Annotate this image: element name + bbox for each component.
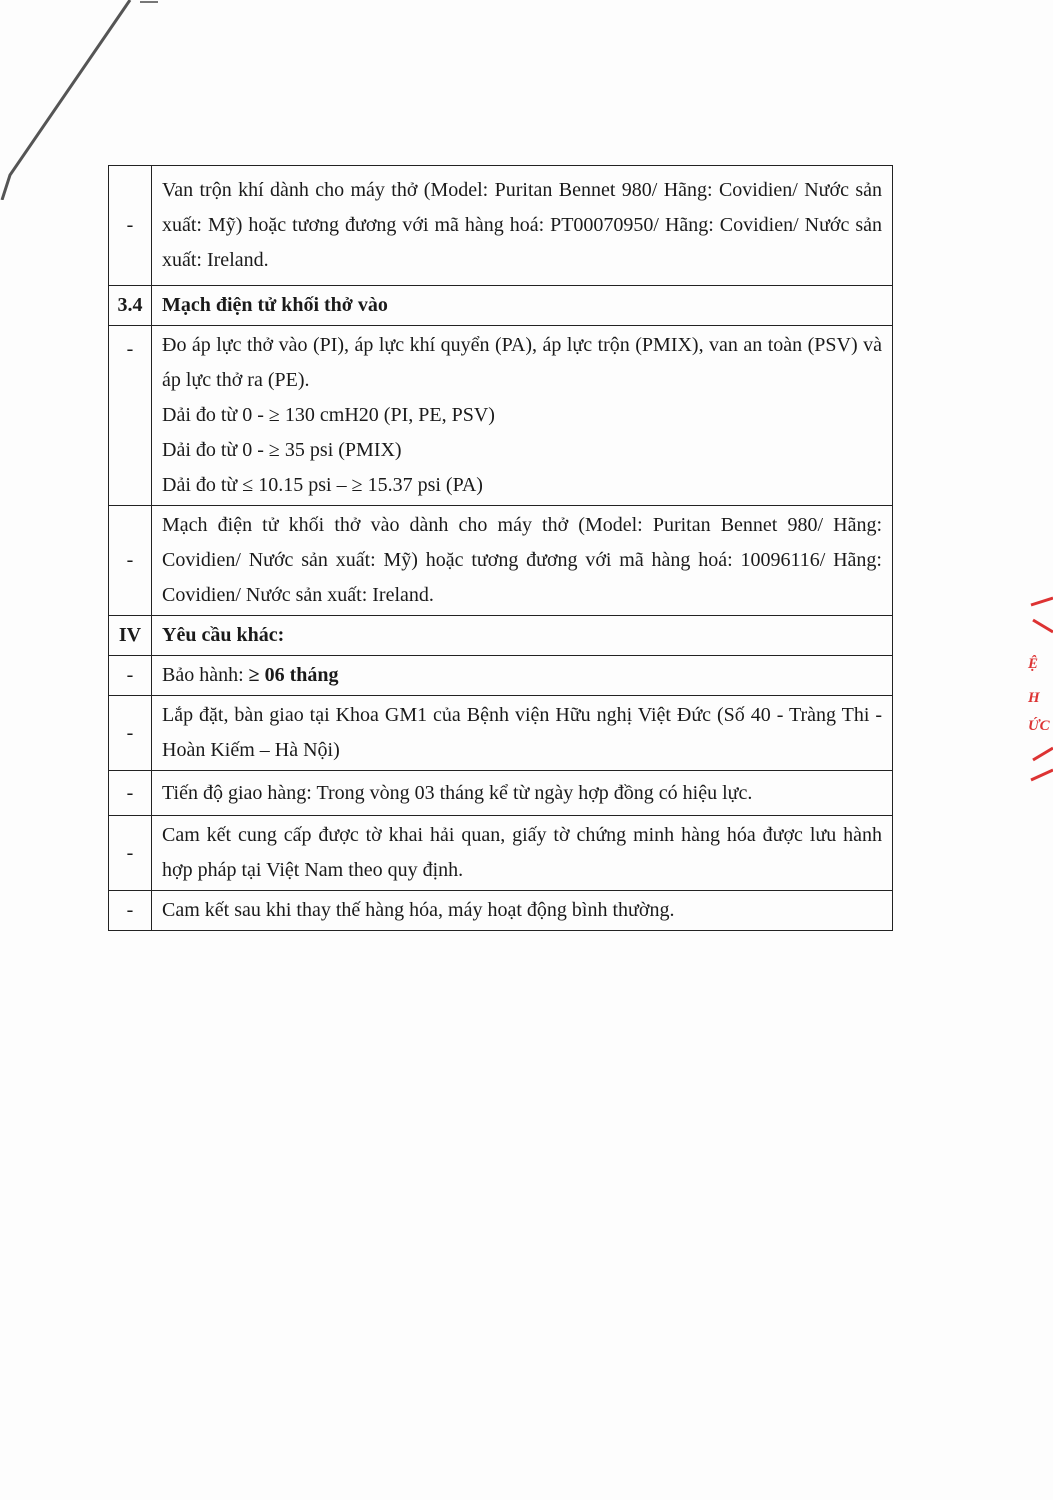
table-row	[109, 816, 893, 891]
row-text: Mạch điện tử khối thở vào dành cho máy thở (Model: Puritan Bennet 980/ Hãng: Covidien/ Nước sản xuất: Mỹ) hoặc tương đương với mã hàng hoá: 10096116/ Hãng: Covidien/ Nước sản xuất: Ireland.	[152, 506, 893, 616]
row-number: -	[109, 506, 152, 616]
row-text	[152, 656, 893, 696]
requirements-table	[108, 165, 893, 931]
section-title: Yêu cầu khác:	[152, 616, 893, 656]
text-line: Đo áp lực thở vào (PI), áp lực khí quyển (PA), áp lực trộn (PMIX), van an toàn (PSV) và áp lực thở ra (PE).	[162, 334, 882, 391]
row-number: -	[109, 816, 152, 891]
text-line: Dải đo từ 0 - ≥ 130 cmH20 (PI, PE, PSV)	[162, 404, 495, 426]
red-stamp-fragment	[1023, 590, 1053, 790]
row-text: Lắp đặt, bàn giao tại Khoa GM1 của Bệnh viện Hữu nghị Việt Đức (Số 40 - Tràng Thi - Hoàn Kiếm – Hà Nội)	[152, 696, 893, 771]
warranty-value: ≥ 06 tháng	[248, 664, 339, 686]
text-line: Dải đo từ 0 - ≥ 35 psi (PMIX)	[162, 439, 402, 461]
row-number: -	[109, 656, 152, 696]
row-text: Van trộn khí dành cho máy thở (Model: Puritan Bennet 980/ Hãng: Covidien/ Nước sản xuất: Mỹ) hoặc tương đương với mã hàng hoá: PT00070950/ Hãng: Covidien/ Nước sản xuất: Ireland.	[152, 166, 893, 286]
row-text: Tiến độ giao hàng: Trong vòng 03 tháng kể từ ngày hợp đồng có hiệu lực.	[152, 771, 893, 816]
section-row	[109, 616, 893, 656]
row-number: -	[109, 166, 152, 286]
row-text: Cam kết cung cấp được tờ khai hải quan, giấy tờ chứng minh hàng hóa được lưu hành hợp pháp tại Việt Nam theo quy định.	[152, 816, 893, 891]
table-row	[109, 891, 893, 931]
row-number: -	[109, 696, 152, 771]
warranty-label: Bảo hành:	[162, 664, 249, 686]
svg-text:ỨC: ỨC	[1028, 718, 1050, 734]
row-text	[152, 326, 893, 506]
section-row	[109, 286, 893, 326]
table-row	[109, 166, 893, 286]
table-row	[109, 696, 893, 771]
table-row	[109, 771, 893, 816]
row-number: -	[109, 891, 152, 931]
table-row	[109, 656, 893, 696]
section-number: IV	[109, 616, 152, 656]
table-row	[109, 326, 893, 506]
section-number: 3.4	[109, 286, 152, 326]
row-text: Cam kết sau khi thay thế hàng hóa, máy hoạt động bình thường.	[152, 891, 893, 931]
svg-text:H: H	[1028, 690, 1040, 706]
section-title: Mạch điện tử khối thở vào	[152, 286, 893, 326]
table-row	[109, 506, 893, 616]
text-line: Dải đo từ ≤ 10.15 psi – ≥ 15.37 psi (PA)	[162, 474, 483, 496]
svg-text:Ệ: Ệ	[1028, 656, 1039, 672]
row-number: -	[109, 326, 152, 506]
row-number: -	[109, 771, 152, 816]
